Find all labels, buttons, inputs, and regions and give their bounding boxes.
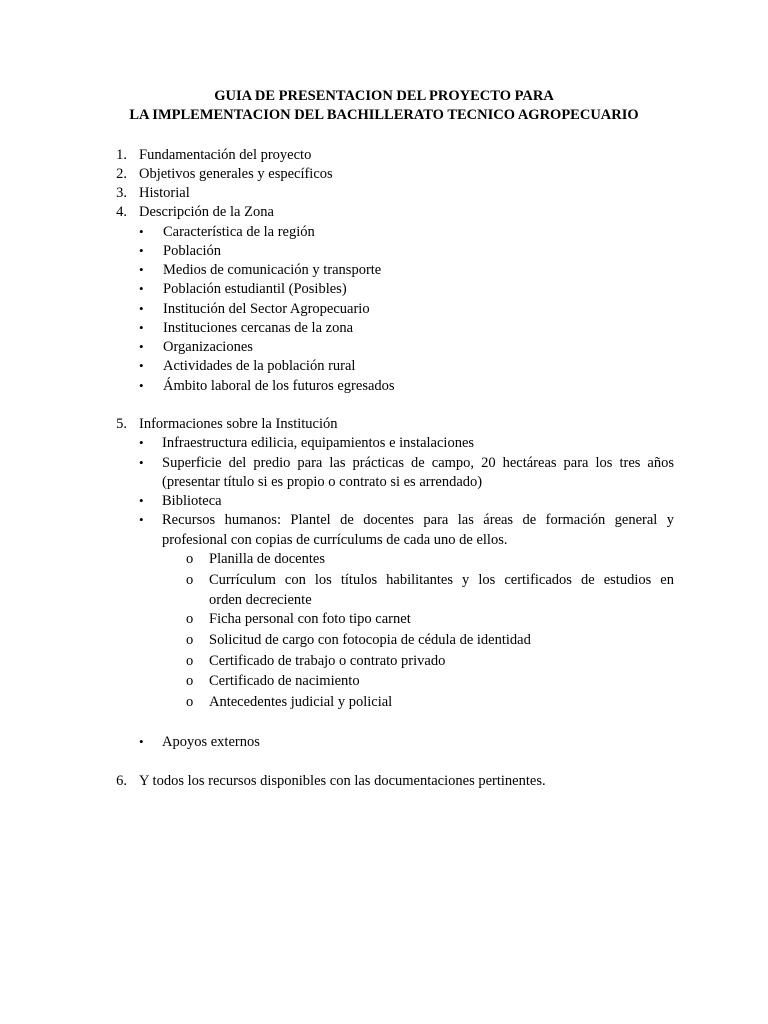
sub-item-text: Antecedentes judicial y policial (209, 694, 393, 710)
sub-marker: o (186, 694, 194, 710)
bullet-text: Apoyos externos (162, 734, 260, 750)
bullet-text: Instituciones cercanas de la zona (163, 320, 354, 336)
sub-item-text-line: orden decreciente (209, 592, 312, 608)
sub-marker: o (186, 673, 194, 689)
bullet-icon: • (139, 262, 144, 277)
item-number: 3. (116, 185, 127, 201)
sub-item-text: Planilla de docentes (209, 551, 325, 567)
bullet-text: Ámbito laboral de los futuros egresados (163, 378, 395, 394)
sub-item-text: Solicitud de cargo con fotocopia de cédula de identidad (209, 632, 531, 648)
sub-marker: o (186, 632, 194, 648)
bullet-icon: • (139, 435, 144, 450)
bullet-text: Infraestructura edilicia, equipamientos e instalaciones (162, 435, 475, 451)
bullet-text: Medios de comunicación y transporte (163, 262, 382, 278)
bullet-text-line: Recursos humanos: Plantel de docentes para las áreas de formación general y (162, 512, 674, 528)
item-label: Fundamentación del proyecto (139, 147, 312, 163)
bullet-text: Población estudiantil (Posibles) (163, 281, 347, 297)
bullet-icon: • (139, 358, 144, 373)
bullet-icon: • (139, 512, 144, 527)
item-label: Descripción de la Zona (139, 204, 274, 220)
bullet-icon: • (139, 301, 144, 316)
bullet-text-line: (presentar título si es propio o contrato si es arrendado) (162, 474, 483, 490)
bullet-text: Característica de la región (163, 224, 315, 240)
item-label: Historial (139, 185, 190, 201)
item-number: 2. (116, 166, 127, 182)
sub-item-text: Ficha personal con foto tipo carnet (209, 611, 411, 627)
item-number: 5. (116, 416, 127, 432)
bullet-icon: • (139, 224, 144, 239)
sub-marker: o (186, 572, 194, 588)
document-title-line-2: LA IMPLEMENTACION DEL BACHILLERATO TECNICO AGROPECUARIO (129, 107, 639, 123)
bullet-icon: • (139, 734, 144, 749)
bullet-icon: • (139, 281, 144, 296)
bullet-text-line: Superficie del predio para las prácticas de campo, 20 hectáreas para los tres años (162, 455, 674, 471)
sub-marker: o (186, 611, 194, 627)
bullet-text: Actividades de la población rural (163, 358, 356, 374)
sub-marker: o (186, 551, 194, 567)
sub-item-text-line: Currículum con los títulos habilitantes y los certificados de estudios en (209, 572, 674, 588)
item-number: 6. (116, 773, 127, 789)
bullet-text: Institución del Sector Agropecuario (163, 301, 370, 317)
bullet-icon: • (139, 493, 144, 508)
item-number: 1. (116, 147, 127, 163)
bullet-text: Biblioteca (162, 493, 222, 509)
bullet-icon: • (139, 243, 144, 258)
sub-item-text: Certificado de trabajo o contrato privado (209, 653, 446, 669)
document-title-line-1: GUIA DE PRESENTACION DEL PROYECTO PARA (214, 88, 554, 104)
bullet-icon: • (139, 455, 144, 470)
bullet-icon: • (139, 339, 144, 354)
item-label: Objetivos generales y específicos (139, 166, 333, 182)
sub-item-text: Certificado de nacimiento (209, 673, 360, 689)
bullet-text-line: profesional con copias de currículums de cada uno de ellos. (162, 532, 508, 548)
bullet-text: Organizaciones (163, 339, 253, 355)
bullet-text: Población (163, 243, 221, 259)
bullet-icon: • (139, 378, 144, 393)
item-label: Informaciones sobre la Institución (139, 416, 338, 432)
item-number: 4. (116, 204, 127, 220)
bullet-icon: • (139, 320, 144, 335)
sub-marker: o (186, 653, 194, 669)
item-label: Y todos los recursos disponibles con las documentaciones pertinentes. (139, 773, 546, 789)
